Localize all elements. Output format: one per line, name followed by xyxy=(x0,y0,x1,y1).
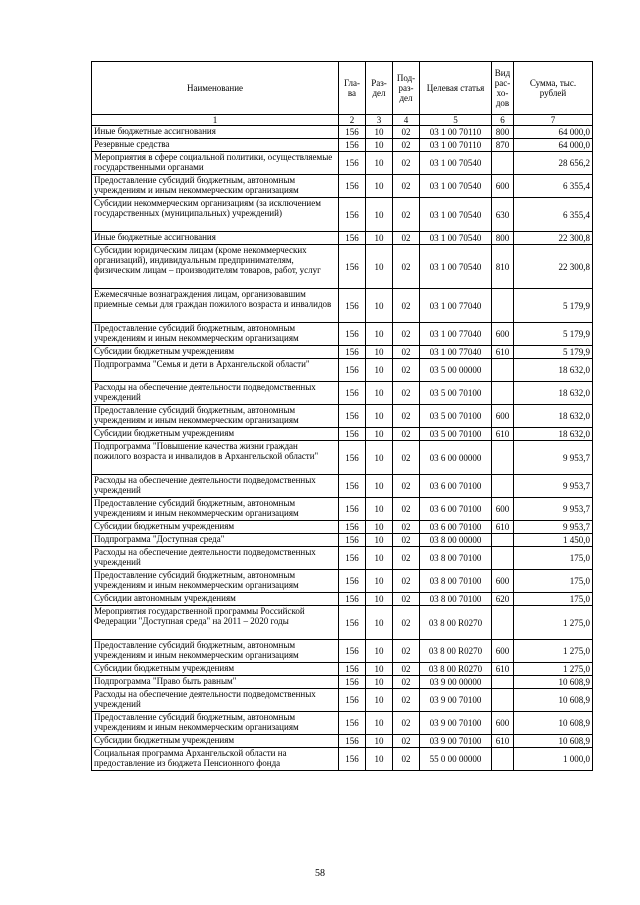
row-name: Субсидии бюджетным учреждениям xyxy=(92,663,339,676)
row-section: 10 xyxy=(366,359,393,382)
row-chapter: 156 xyxy=(339,748,366,771)
row-name: Ежемесячные вознаграждения лицам, организовавшим приемные семьи для граждан пожилого возраста и инвалидов xyxy=(92,289,339,323)
row-expense-type: 870 xyxy=(492,139,514,152)
row-expense-type xyxy=(492,359,514,382)
row-subsection: 02 xyxy=(393,640,420,663)
row-expense-type: 600 xyxy=(492,175,514,198)
table-body xyxy=(92,126,593,771)
row-name: Подпрограмма "Повышение качества жизни граждан пожилого возраста и инвалидов в Архангельской области" xyxy=(92,441,339,475)
row-subsection: 02 xyxy=(393,405,420,428)
row-subsection: 02 xyxy=(393,323,420,346)
row-expense-type: 620 xyxy=(492,593,514,606)
row-target: 03 1 00 70540 xyxy=(420,232,492,245)
row-section: 10 xyxy=(366,498,393,521)
row-expense-type: 600 xyxy=(492,323,514,346)
row-section: 10 xyxy=(366,712,393,735)
row-chapter: 156 xyxy=(339,640,366,663)
row-subsection: 02 xyxy=(393,346,420,359)
row-expense-type xyxy=(492,441,514,475)
row-name: Субсидии юридическим лицам (кроме некоммерческих организаций), индивидуальным предпринимателям, физическим лицам – производителям товаров, работ, услуг xyxy=(92,245,339,289)
table-row xyxy=(92,441,593,475)
row-chapter: 156 xyxy=(339,676,366,689)
row-chapter: 156 xyxy=(339,570,366,593)
row-subsection: 02 xyxy=(393,689,420,712)
table-row xyxy=(92,676,593,689)
row-section: 10 xyxy=(366,232,393,245)
row-name: Иные бюджетные ассигнования xyxy=(92,126,339,139)
row-chapter: 156 xyxy=(339,346,366,359)
table-row xyxy=(92,593,593,606)
row-target: 03 8 00 70100 xyxy=(420,547,492,570)
table-row xyxy=(92,323,593,346)
row-chapter: 156 xyxy=(339,534,366,547)
row-name: Предоставление субсидий бюджетным, автономным учреждениям и иным некоммерческим организациям xyxy=(92,640,339,663)
row-name: Мероприятия государственной программы Российской Федерации "Доступная среда" на 2011 – 2020 годы xyxy=(92,606,339,640)
header-name: Наименование xyxy=(92,62,339,115)
row-subsection: 02 xyxy=(393,748,420,771)
table-row xyxy=(92,570,593,593)
row-amount: 9 953,7 xyxy=(514,521,593,534)
table-row xyxy=(92,405,593,428)
row-amount: 9 953,7 xyxy=(514,441,593,475)
row-amount: 18 632,0 xyxy=(514,359,593,382)
row-section: 10 xyxy=(366,735,393,748)
row-chapter: 156 xyxy=(339,521,366,534)
row-chapter: 156 xyxy=(339,606,366,640)
row-amount: 22 300,8 xyxy=(514,232,593,245)
row-chapter: 156 xyxy=(339,547,366,570)
row-amount: 64 000,0 xyxy=(514,126,593,139)
row-amount: 18 632,0 xyxy=(514,382,593,405)
row-target: 03 9 00 70100 xyxy=(420,689,492,712)
row-subsection: 02 xyxy=(393,547,420,570)
row-section: 10 xyxy=(366,748,393,771)
column-number: 4 xyxy=(393,115,420,126)
row-chapter: 156 xyxy=(339,139,366,152)
column-number: 6 xyxy=(492,115,514,126)
header-chapter: Гла-ва xyxy=(339,62,366,115)
row-name: Предоставление субсидий бюджетным, автономным учреждениям и иным некоммерческим организациям xyxy=(92,175,339,198)
row-section: 10 xyxy=(366,198,393,232)
row-amount: 5 179,9 xyxy=(514,323,593,346)
row-expense-type: 810 xyxy=(492,245,514,289)
row-subsection: 02 xyxy=(393,676,420,689)
table-row xyxy=(92,198,593,232)
row-amount: 10 608,9 xyxy=(514,735,593,748)
row-section: 10 xyxy=(366,689,393,712)
budget-table xyxy=(91,61,593,771)
row-amount: 1 000,0 xyxy=(514,748,593,771)
row-chapter: 156 xyxy=(339,198,366,232)
table-row xyxy=(92,475,593,498)
row-name: Субсидии бюджетным учреждениям xyxy=(92,735,339,748)
table-row xyxy=(92,152,593,175)
row-name: Расходы на обеспечение деятельности подведомственных учреждений xyxy=(92,475,339,498)
row-amount: 1 275,0 xyxy=(514,663,593,676)
row-chapter: 156 xyxy=(339,428,366,441)
table-row xyxy=(92,289,593,323)
row-chapter: 156 xyxy=(339,126,366,139)
row-target: 03 1 00 70540 xyxy=(420,175,492,198)
row-amount: 175,0 xyxy=(514,593,593,606)
row-name: Расходы на обеспечение деятельности подведомственных учреждений xyxy=(92,547,339,570)
table-row xyxy=(92,498,593,521)
row-target: 03 5 00 70100 xyxy=(420,382,492,405)
row-section: 10 xyxy=(366,346,393,359)
row-amount: 1 450,0 xyxy=(514,534,593,547)
row-chapter: 156 xyxy=(339,232,366,245)
row-amount: 64 000,0 xyxy=(514,139,593,152)
header-expense-type: Вид рас-хо-дов xyxy=(492,62,514,115)
row-subsection: 02 xyxy=(393,521,420,534)
row-amount: 10 608,9 xyxy=(514,676,593,689)
header-section: Раз-дел xyxy=(366,62,393,115)
row-expense-type xyxy=(492,475,514,498)
row-amount: 9 953,7 xyxy=(514,475,593,498)
row-chapter: 156 xyxy=(339,175,366,198)
row-section: 10 xyxy=(366,640,393,663)
row-chapter: 156 xyxy=(339,735,366,748)
row-subsection: 02 xyxy=(393,289,420,323)
row-expense-type xyxy=(492,382,514,405)
row-expense-type xyxy=(492,547,514,570)
row-expense-type xyxy=(492,676,514,689)
row-target: 03 5 00 00000 xyxy=(420,359,492,382)
table-row xyxy=(92,245,593,289)
table-row xyxy=(92,735,593,748)
table-row xyxy=(92,606,593,640)
row-name: Предоставление субсидий бюджетным, автономным учреждениям и иным некоммерческим организациям xyxy=(92,498,339,521)
row-chapter: 156 xyxy=(339,382,366,405)
table-header-row xyxy=(92,62,593,115)
row-amount: 175,0 xyxy=(514,570,593,593)
row-subsection: 02 xyxy=(393,175,420,198)
row-target: 55 0 00 00000 xyxy=(420,748,492,771)
header-amount: Сумма, тыс. рублей xyxy=(514,62,593,115)
table-row xyxy=(92,346,593,359)
row-target: 03 8 00 70100 xyxy=(420,593,492,606)
row-section: 10 xyxy=(366,126,393,139)
row-subsection: 02 xyxy=(393,139,420,152)
row-amount: 18 632,0 xyxy=(514,405,593,428)
row-expense-type: 600 xyxy=(492,570,514,593)
row-target: 03 1 00 70110 xyxy=(420,126,492,139)
row-target: 03 8 00 R0270 xyxy=(420,640,492,663)
row-section: 10 xyxy=(366,676,393,689)
row-subsection: 02 xyxy=(393,152,420,175)
row-chapter: 156 xyxy=(339,245,366,289)
row-expense-type: 800 xyxy=(492,126,514,139)
row-expense-type: 610 xyxy=(492,346,514,359)
row-expense-type: 600 xyxy=(492,712,514,735)
table-row xyxy=(92,428,593,441)
row-section: 10 xyxy=(366,663,393,676)
row-expense-type: 610 xyxy=(492,735,514,748)
row-expense-type xyxy=(492,289,514,323)
row-target: 03 1 00 70540 xyxy=(420,152,492,175)
row-chapter: 156 xyxy=(339,712,366,735)
row-target: 03 1 00 77040 xyxy=(420,346,492,359)
row-section: 10 xyxy=(366,570,393,593)
row-chapter: 156 xyxy=(339,441,366,475)
row-section: 10 xyxy=(366,245,393,289)
row-section: 10 xyxy=(366,441,393,475)
row-subsection: 02 xyxy=(393,126,420,139)
row-target: 03 1 00 77040 xyxy=(420,289,492,323)
column-number: 2 xyxy=(339,115,366,126)
row-name: Подпрограмма "Доступная среда" xyxy=(92,534,339,547)
column-number: 7 xyxy=(514,115,593,126)
column-number: 5 xyxy=(420,115,492,126)
row-expense-type xyxy=(492,606,514,640)
row-amount: 1 275,0 xyxy=(514,640,593,663)
row-target: 03 5 00 70100 xyxy=(420,405,492,428)
row-expense-type: 610 xyxy=(492,521,514,534)
row-amount: 22 300,8 xyxy=(514,245,593,289)
row-subsection: 02 xyxy=(393,382,420,405)
row-expense-type: 610 xyxy=(492,663,514,676)
row-section: 10 xyxy=(366,428,393,441)
row-target: 03 9 00 70100 xyxy=(420,735,492,748)
row-section: 10 xyxy=(366,534,393,547)
row-expense-type: 610 xyxy=(492,428,514,441)
row-target: 03 8 00 R0270 xyxy=(420,606,492,640)
table-row xyxy=(92,382,593,405)
row-expense-type: 630 xyxy=(492,198,514,232)
row-target: 03 1 00 70110 xyxy=(420,139,492,152)
row-expense-type xyxy=(492,534,514,547)
row-expense-type: 600 xyxy=(492,405,514,428)
table-row xyxy=(92,521,593,534)
row-amount: 6 355,4 xyxy=(514,175,593,198)
row-name: Субсидии бюджетным учреждениям xyxy=(92,428,339,441)
row-amount: 6 355,4 xyxy=(514,198,593,232)
page-number: 58 xyxy=(315,868,325,879)
row-amount: 5 179,9 xyxy=(514,346,593,359)
table-row xyxy=(92,534,593,547)
row-subsection: 02 xyxy=(393,498,420,521)
table-row xyxy=(92,359,593,382)
table-row xyxy=(92,640,593,663)
row-subsection: 02 xyxy=(393,593,420,606)
row-section: 10 xyxy=(366,521,393,534)
row-expense-type xyxy=(492,152,514,175)
row-target: 03 6 00 00000 xyxy=(420,441,492,475)
row-subsection: 02 xyxy=(393,735,420,748)
row-chapter: 156 xyxy=(339,405,366,428)
table-row xyxy=(92,126,593,139)
row-amount: 1 275,0 xyxy=(514,606,593,640)
row-target: 03 1 00 70540 xyxy=(420,245,492,289)
header-target: Целевая статья xyxy=(420,62,492,115)
row-target: 03 1 00 70540 xyxy=(420,198,492,232)
row-name: Предоставление субсидий бюджетным, автономным учреждениям и иным некоммерческим организациям xyxy=(92,323,339,346)
row-subsection: 02 xyxy=(393,245,420,289)
row-section: 10 xyxy=(366,405,393,428)
row-expense-type: 600 xyxy=(492,640,514,663)
row-chapter: 156 xyxy=(339,475,366,498)
row-section: 10 xyxy=(366,152,393,175)
row-chapter: 156 xyxy=(339,663,366,676)
row-subsection: 02 xyxy=(393,359,420,382)
row-expense-type xyxy=(492,748,514,771)
column-number-row xyxy=(92,115,593,126)
row-subsection: 02 xyxy=(393,663,420,676)
column-number: 1 xyxy=(92,115,339,126)
row-name: Резервные средства xyxy=(92,139,339,152)
row-name: Субсидии бюджетным учреждениям xyxy=(92,521,339,534)
row-section: 10 xyxy=(366,139,393,152)
row-name: Предоставление субсидий бюджетным, автономным учреждениям и иным некоммерческим организациям xyxy=(92,712,339,735)
row-name: Мероприятия в сфере социальной политики, осуществляемые государственными органами xyxy=(92,152,339,175)
row-target: 03 5 00 70100 xyxy=(420,428,492,441)
row-section: 10 xyxy=(366,475,393,498)
row-name: Расходы на обеспечение деятельности подведомственных учреждений xyxy=(92,689,339,712)
row-target: 03 6 00 70100 xyxy=(420,521,492,534)
row-target: 03 9 00 70100 xyxy=(420,712,492,735)
row-section: 10 xyxy=(366,175,393,198)
row-chapter: 156 xyxy=(339,689,366,712)
row-amount: 5 179,9 xyxy=(514,289,593,323)
table-row xyxy=(92,547,593,570)
table-row xyxy=(92,232,593,245)
table-row xyxy=(92,139,593,152)
row-expense-type xyxy=(492,689,514,712)
row-section: 10 xyxy=(366,593,393,606)
row-target: 03 6 00 70100 xyxy=(420,475,492,498)
row-subsection: 02 xyxy=(393,428,420,441)
row-name: Субсидии автономным учреждениям xyxy=(92,593,339,606)
row-amount: 175,0 xyxy=(514,547,593,570)
row-subsection: 02 xyxy=(393,534,420,547)
table-row xyxy=(92,175,593,198)
row-target: 03 6 00 70100 xyxy=(420,498,492,521)
row-name: Субсидии некоммерческим организациям (за исключением государственных (муниципальных) учреждений) xyxy=(92,198,339,232)
row-chapter: 156 xyxy=(339,323,366,346)
row-amount: 10 608,9 xyxy=(514,689,593,712)
row-name: Предоставление субсидий бюджетным, автономным учреждениям и иным некоммерческим организациям xyxy=(92,570,339,593)
row-name: Предоставление субсидий бюджетным, автономным учреждениям и иным некоммерческим организациям xyxy=(92,405,339,428)
row-name: Расходы на обеспечение деятельности подведомственных учреждений xyxy=(92,382,339,405)
row-section: 10 xyxy=(366,382,393,405)
row-expense-type: 800 xyxy=(492,232,514,245)
row-chapter: 156 xyxy=(339,593,366,606)
row-amount: 18 632,0 xyxy=(514,428,593,441)
row-subsection: 02 xyxy=(393,606,420,640)
row-subsection: 02 xyxy=(393,232,420,245)
row-subsection: 02 xyxy=(393,712,420,735)
row-amount: 10 608,9 xyxy=(514,712,593,735)
column-number: 3 xyxy=(366,115,393,126)
row-chapter: 156 xyxy=(339,359,366,382)
row-section: 10 xyxy=(366,323,393,346)
row-target: 03 8 00 70100 xyxy=(420,570,492,593)
row-amount: 28 656,2 xyxy=(514,152,593,175)
row-subsection: 02 xyxy=(393,570,420,593)
row-target: 03 8 00 00000 xyxy=(420,534,492,547)
row-section: 10 xyxy=(366,606,393,640)
row-target: 03 9 00 00000 xyxy=(420,676,492,689)
row-name: Иные бюджетные ассигнования xyxy=(92,232,339,245)
row-name: Социальная программа Архангельской области на предоставление из бюджета Пенсионного фонда xyxy=(92,748,339,771)
row-chapter: 156 xyxy=(339,152,366,175)
row-chapter: 156 xyxy=(339,498,366,521)
row-section: 10 xyxy=(366,547,393,570)
row-target: 03 1 00 77040 xyxy=(420,323,492,346)
row-amount: 9 953,7 xyxy=(514,498,593,521)
row-name: Подпрограмма "Семья и дети в Архангельской области" xyxy=(92,359,339,382)
row-expense-type: 600 xyxy=(492,498,514,521)
header-subsection: Под-раз-дел xyxy=(393,62,420,115)
row-subsection: 02 xyxy=(393,198,420,232)
row-name: Субсидии бюджетным учреждениям xyxy=(92,346,339,359)
row-subsection: 02 xyxy=(393,441,420,475)
row-subsection: 02 xyxy=(393,475,420,498)
row-chapter: 156 xyxy=(339,289,366,323)
row-target: 03 8 00 R0270 xyxy=(420,663,492,676)
table-row xyxy=(92,748,593,771)
table-row xyxy=(92,663,593,676)
row-name: Подпрограмма "Право быть равным" xyxy=(92,676,339,689)
row-section: 10 xyxy=(366,289,393,323)
table-row xyxy=(92,689,593,712)
table-row xyxy=(92,712,593,735)
